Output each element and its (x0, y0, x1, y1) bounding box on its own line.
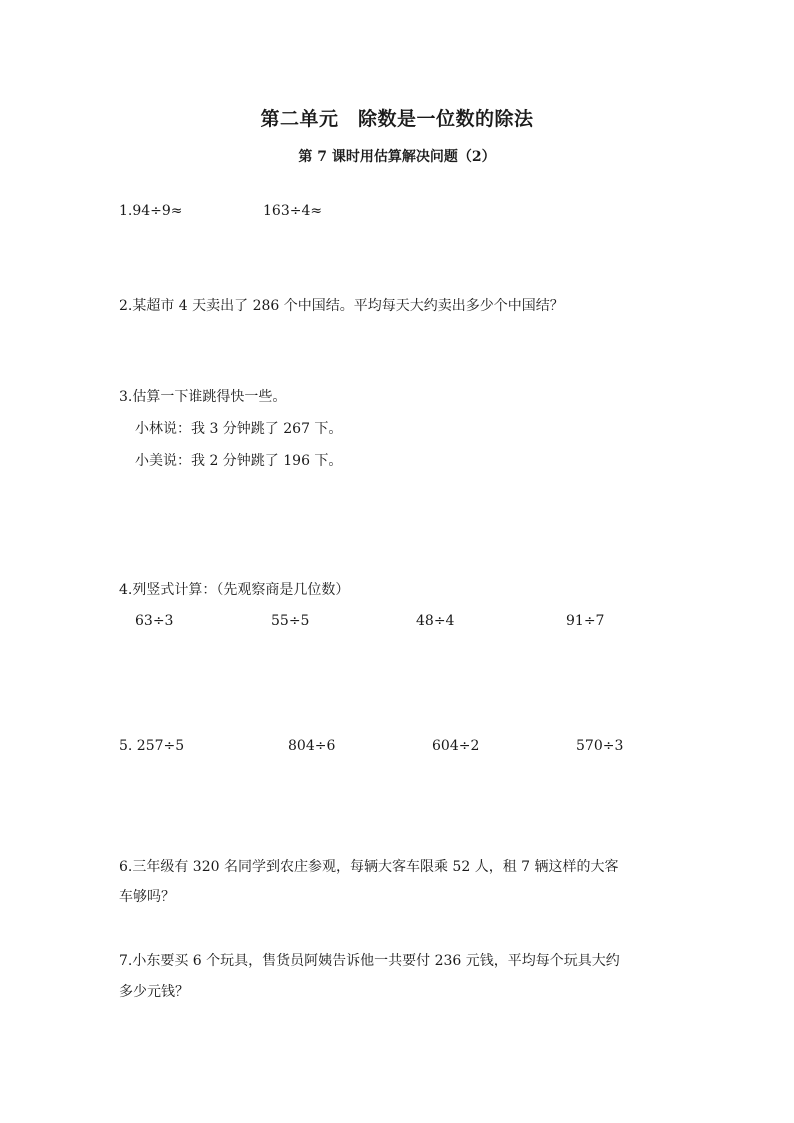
question-1-a: 1.94÷9≈ (119, 203, 183, 219)
question-5-item-3: 604÷2 (432, 738, 480, 754)
lesson-subtitle: 第 7 课时用估算解决问题（2） (298, 149, 496, 165)
question-5-item-2: 804÷6 (288, 738, 336, 754)
question-5-item-1: 5. 257÷5 (119, 738, 185, 754)
question-4-item-4: 91÷7 (566, 613, 605, 629)
unit-title: 第二单元 除数是一位数的除法 (260, 108, 534, 130)
question-1-b: 163÷4≈ (263, 203, 323, 219)
question-6-line-2: 车够吗？ (119, 889, 175, 905)
question-7-line-1: 7.小东要买 6 个玩具，售货员阿姨告诉他一共要付 236 元钱，平均每个玩具大约 (119, 953, 620, 969)
question-4: 4.列竖式计算：（先观察商是几位数） (119, 582, 350, 598)
question-3-xiaolin: 小林说：我 3 分钟跳了 267 下。 (135, 421, 343, 437)
question-4-item-3: 48÷4 (416, 613, 455, 629)
question-3-xiaomei: 小美说：我 2 分钟跳了 196 下。 (135, 453, 343, 469)
question-4-item-1: 63÷3 (135, 613, 174, 629)
question-6-line-1: 6.三年级有 320 名同学到农庄参观，每辆大客车限乘 52 人，租 7 辆这样的大客 (119, 859, 619, 875)
question-4-item-2: 55÷5 (271, 613, 310, 629)
question-3: 3.估算一下谁跳得快一些。 (119, 389, 287, 405)
question-2: 2.某超市 4 天卖出了 286 个中国结。平均每天大约卖出多少个中国结？ (119, 298, 564, 314)
question-7-line-2: 多少元钱？ (119, 984, 189, 1000)
question-5-item-4: 570÷3 (576, 738, 624, 754)
